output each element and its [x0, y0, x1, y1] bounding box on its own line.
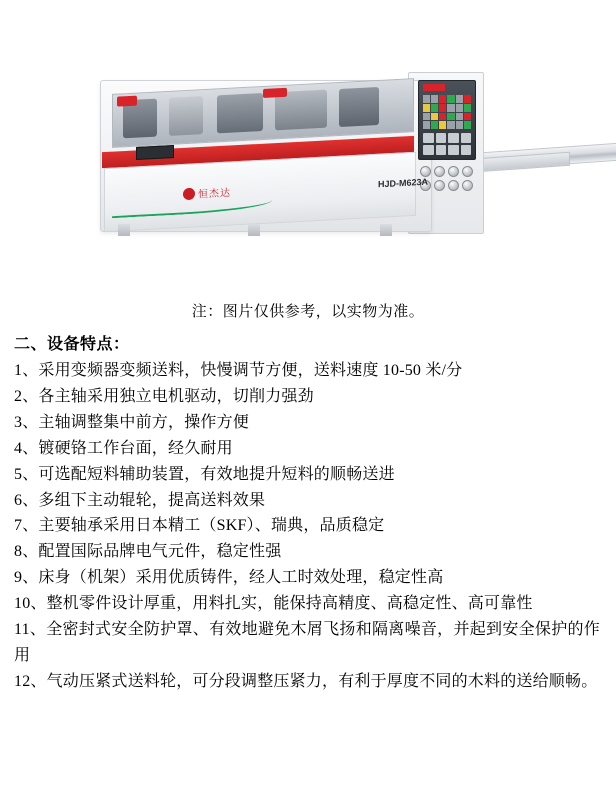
list-item: 12、气动压紧式送料轮，可分段调整压紧力，有利于厚度不同的木料的送给顺畅。: [14, 672, 598, 690]
list-item: 3、主轴调整集中前方，操作方便: [14, 413, 250, 431]
name-plate: [136, 145, 174, 160]
section-title: 二、设备特点：: [14, 336, 130, 353]
list-item: 11、全密封式安全防护罩、有效地避免木屑飞扬和隔离噪音，并起到安全保护的作用: [14, 621, 600, 664]
feature-list: [0, 358, 616, 695]
operator-control-panel: [418, 80, 476, 160]
list-item: 8、配置国际品牌电气元件，稳定性强: [14, 543, 282, 561]
list-item: 6、多组下主动辊轮，提高送料效果: [14, 491, 266, 509]
machine-model-label: HJD-M623A: [378, 176, 429, 190]
list-item: 10、整机零件设计厚重，用料扎实，能保持高精度、高稳定性、高可靠性: [14, 595, 533, 613]
list-item: 9、床身（机架）采用优质铸件，经人工时效处理，稳定性高: [14, 569, 444, 587]
machine-figure: [0, 0, 616, 300]
list-item: 5、可选配短料辅助装置，有效地提升短料的顺畅送进: [14, 465, 395, 483]
machine-legs: [118, 222, 408, 236]
list-item: 4、镀硬铬工作台面，经久耐用: [14, 439, 233, 457]
machine-illustration: [78, 70, 558, 250]
figure-caption: 注：图片仅供参考，以实物为准。: [191, 304, 425, 320]
list-item: 2、各主轴采用独立电机驱动，切削力强劲: [14, 387, 314, 405]
list-item: 1、采用变频器变频送料，快慢调节方便，送料速度 10-50 米/分: [14, 362, 463, 379]
brand-text: 恒杰达: [198, 187, 231, 201]
list-item: 7、主要轴承采用日本精工（SKF）、瑞典，品质稳定: [14, 517, 385, 535]
